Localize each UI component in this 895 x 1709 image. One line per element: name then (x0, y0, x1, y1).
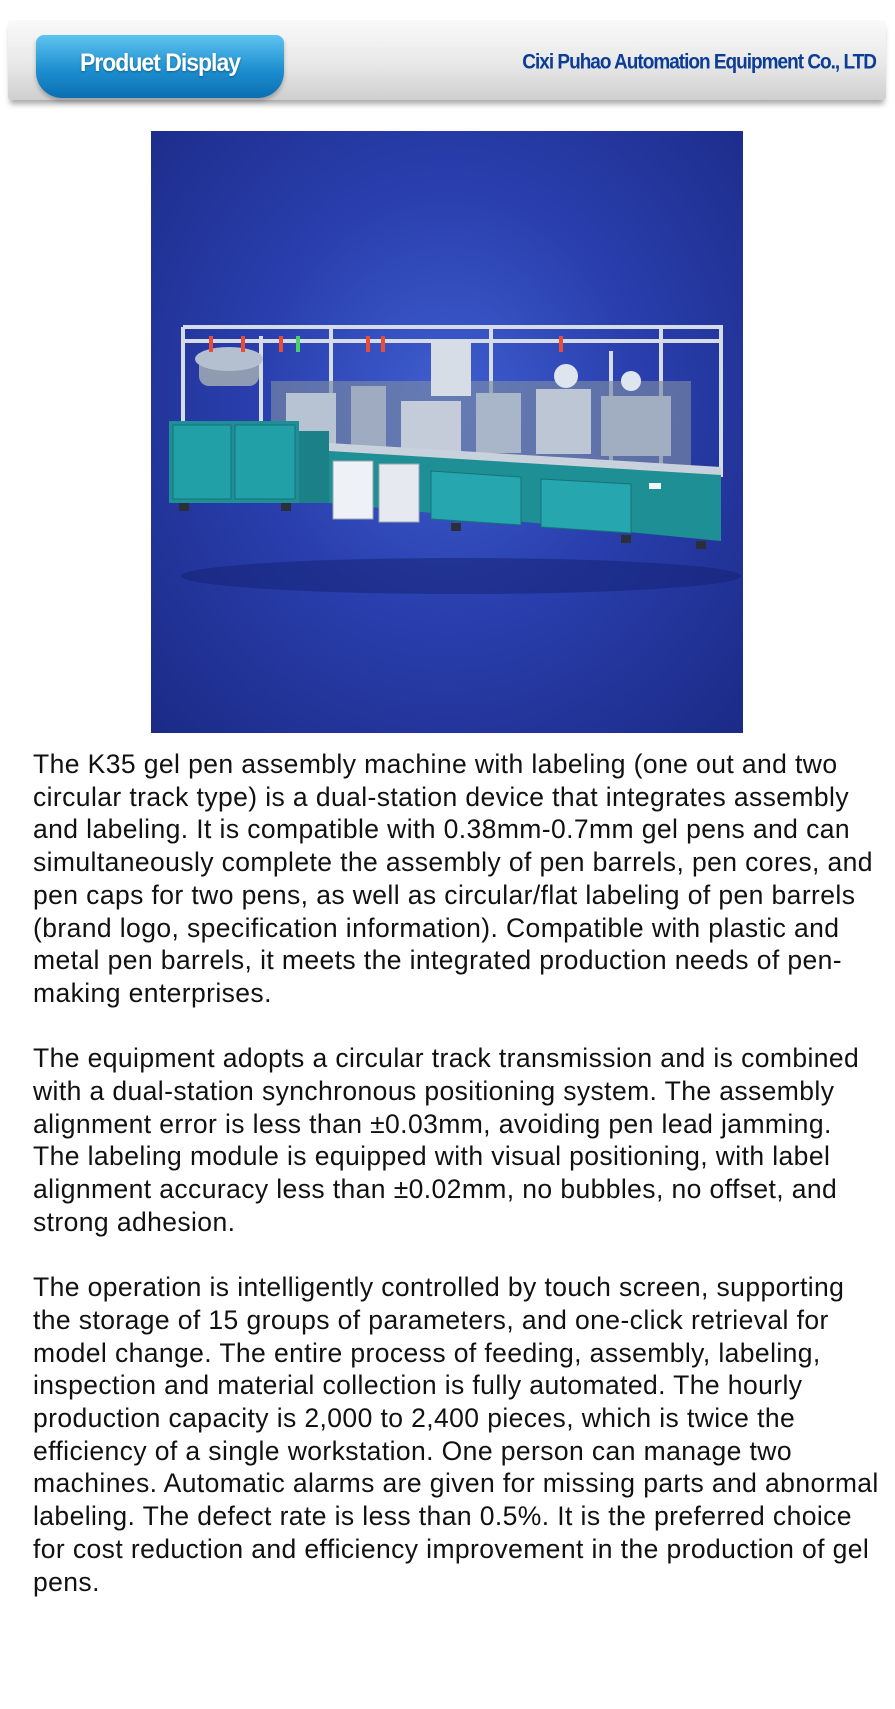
product-display-title: Produet Display (79, 47, 241, 77)
company-name: Cixi Puhao Automation Equipment Co., LTD (522, 50, 876, 74)
description-paragraph-2: The equipment adopts a circular track transmission and is combined with a dual-station synchronous positioning system. The assembly alignment error is less than ±0.03mm, avoiding pen lead jamming. The labeling module is equipped with visual positioning, with label alignment accuracy less than ±0.02mm, no bubbles, no offset, and strong adhesion. (33, 1043, 860, 1237)
description-paragraph-1: The K35 gel pen assembly machine with labeling (one out and two circular track type) is a dual-station device that integrates assembly and labeling. It is compatible with 0.38mm-0.7mm gel pens and can simultaneously complete the assembly of pen barrels, pen cores, and pen caps for two pens, as well as circular/flat labeling of pen barrels (brand logo, specification information). Compatible with plastic and metal pen barrels, it meets the integrated production needs of pen-making enterprises. (33, 749, 873, 1008)
description-paragraph-3: The operation is intelligently controlled by touch screen, supporting the storage of 15 groups of parameters, and one-click retrieval for model change. The entire process of feeding, assembly, labeling, inspection and material collection is fully automated. The hourly production capacity is 2,000 to 2,400 pieces, which is twice the efficiency of a single workstation. One person can manage two machines. Automatic alarms are given for missing parts and abnormal labeling. The defect rate is less than 0.5%. It is the preferred choice for cost reduction and efficiency improvement in the production of gel pens. (33, 1272, 879, 1597)
header-banner (8, 20, 886, 100)
gel-pen-assembly-machine-photo (151, 131, 743, 733)
machine-illustration (151, 131, 743, 733)
product-display-tab (36, 35, 284, 98)
product-description (33, 748, 883, 1598)
